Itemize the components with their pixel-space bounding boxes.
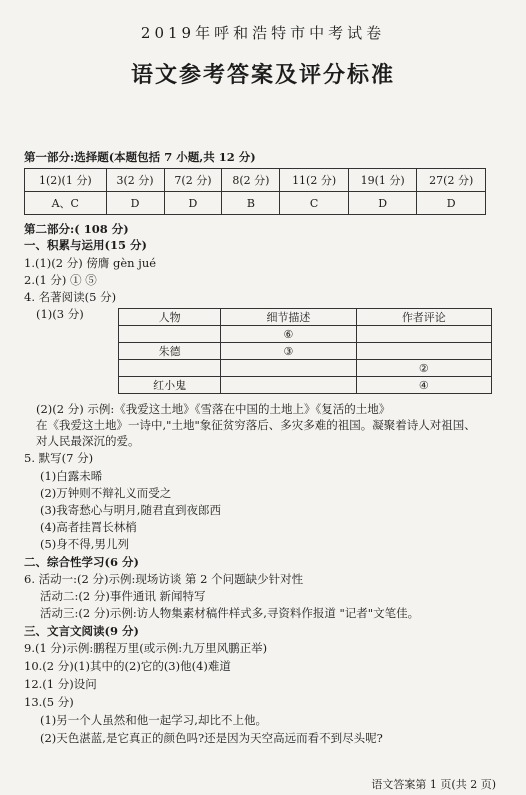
- table-cell: ②: [356, 360, 491, 377]
- question-cell: 7(2 分): [164, 169, 222, 192]
- answer-cell: B: [222, 192, 280, 215]
- column-header: 作者评论: [356, 309, 491, 326]
- table-cell: ④: [356, 377, 491, 394]
- answer-q4-2: (2)(2 分) 示例:《我爱这土地》《雪落在中国的土地上》《复活的土地》: [36, 402, 391, 416]
- answer-q5-heading: 5. 默写(7 分): [24, 451, 94, 465]
- question-cell: 19(1 分): [348, 169, 417, 192]
- answer-q9: 9.(1 分)示例:鹏程万里(或示例:九万里风鹏正举): [24, 641, 268, 655]
- table-row: [119, 343, 492, 360]
- answer-q6-activity3: 活动三:(2 分)示例:访人物集素材稿件样式多,寻资料作报道 "记者"文笔佳。: [40, 606, 420, 620]
- answer-cell: D: [348, 192, 417, 215]
- question-cell: 8(2 分): [222, 169, 280, 192]
- list-item: (3)我寄愁心与明月,随君直到夜郎西: [40, 503, 221, 517]
- answer-q13-2: (2)天色湛蓝,是它真正的颜色吗?还是因为天空高远而看不到尽头呢?: [40, 731, 383, 745]
- answer-q2: 2.(1 分) ① ⑤: [24, 273, 97, 287]
- question-cell: 27(2 分): [417, 169, 486, 192]
- table-cell: [119, 360, 221, 377]
- exam-title: 2019年呼和浩特市中考试卷: [140, 24, 386, 42]
- table-cell: [119, 326, 221, 343]
- answer-cell: D: [417, 192, 486, 215]
- question-cell: 3(2 分): [106, 169, 164, 192]
- table-row: [119, 377, 492, 394]
- table-row: [119, 326, 492, 343]
- table-cell: 红小鬼: [119, 377, 221, 394]
- answer-row: [25, 192, 486, 215]
- list-item: (2)万钟则不辩礼义而受之: [40, 486, 172, 500]
- section3-heading: 三、文言文阅读(9 分): [24, 624, 139, 638]
- table-row: [119, 360, 492, 377]
- table-cell: ⑥: [221, 326, 356, 343]
- answer-q12: 12.(1 分)设问: [24, 677, 97, 691]
- question-cell: 11(2 分): [280, 169, 349, 192]
- answer-q10: 10.(2 分)(1)其中的(2)它的(3)他(4)难道: [24, 659, 231, 673]
- list-item: (5)身不得,男儿列: [40, 537, 129, 551]
- reading-answer-table: [118, 308, 492, 394]
- table-cell: [356, 326, 491, 343]
- table-cell: [356, 343, 491, 360]
- answer-cell: A、C: [25, 192, 107, 215]
- part2-heading: 第二部分:( 108 分): [24, 222, 129, 236]
- answer-q4-2-text: 在《我爱这土地》一诗中,"土地"象征贫穷落后、多灾多难的祖国。凝聚着诗人对祖国、: [36, 418, 476, 432]
- answer-q4-1: (1)(3 分): [36, 307, 84, 321]
- list-item: (4)高者挂罥长林梢: [40, 520, 137, 534]
- answer-q13-1: (1)另一个人虽然和他一起学习,却比不上他。: [40, 713, 267, 727]
- main-title: 语文参考答案及评分标准: [130, 62, 395, 88]
- answer-q6-activity2: 活动二:(2 分)事件通讯 新闻特写: [40, 589, 206, 603]
- table-cell: 朱德: [119, 343, 221, 360]
- list-item: (1)白露未晞: [40, 469, 103, 483]
- table-cell: [221, 377, 356, 394]
- answer-q6: 6. 活动一:(2 分)示例:现场访谈 第 2 个问题缺少针对性: [24, 572, 304, 586]
- column-header: 人物: [119, 309, 221, 326]
- page-footer: 语文答案第 1 页(共 2 页): [371, 778, 496, 791]
- table-header-row: [119, 309, 492, 326]
- answer-q13: 13.(5 分): [24, 695, 74, 709]
- multiple-choice-table: [24, 168, 486, 215]
- answer-q4-2-text: 对人民最深沉的爱。: [36, 434, 140, 448]
- answer-q4-heading: 4. 名著阅读(5 分): [24, 290, 117, 304]
- answer-cell: D: [164, 192, 222, 215]
- answer-cell: C: [280, 192, 349, 215]
- table-cell: ③: [221, 343, 356, 360]
- section2-heading: 二、综合性学习(6 分): [24, 555, 139, 569]
- question-row: [25, 169, 486, 192]
- section1-heading: 一、积累与运用(15 分): [24, 238, 147, 252]
- table-cell: [221, 360, 356, 377]
- column-header: 细节描述: [221, 309, 356, 326]
- answer-q1: 1.(1)(2 分) 傍膺 gèn jué: [24, 256, 157, 270]
- question-cell: 1(2)(1 分): [25, 169, 107, 192]
- part1-heading: 第一部分:选择题(本题包括 7 小题,共 12 分): [24, 150, 256, 164]
- answer-cell: D: [106, 192, 164, 215]
